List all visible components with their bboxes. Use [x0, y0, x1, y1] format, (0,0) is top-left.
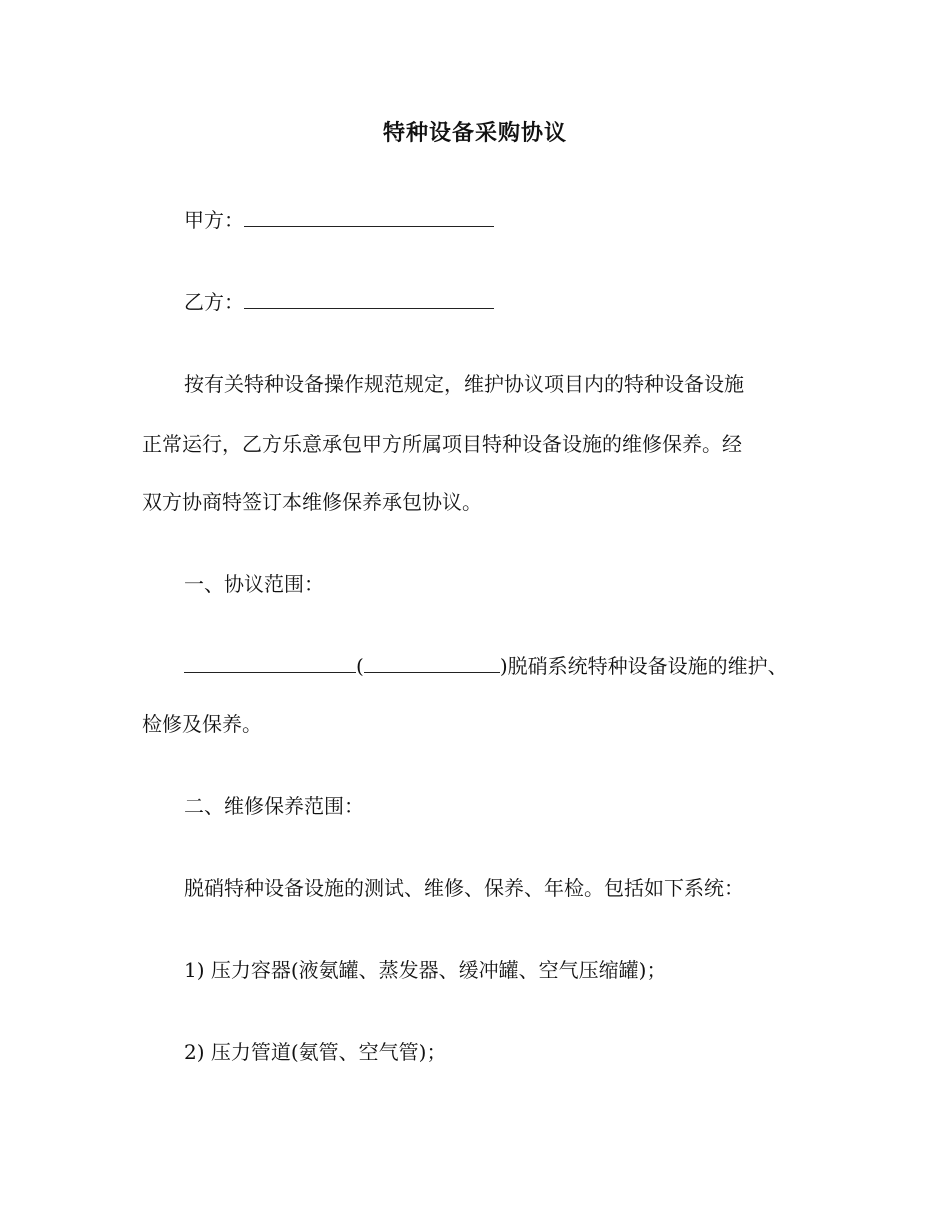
section-2-heading: 二、维修保养范围： — [184, 794, 364, 818]
scope-line-2: 检修及保养。 — [142, 712, 262, 736]
intro-line-2: 正常运行，乙方乐意承包甲方所属项目特种设备设施的维修保养。经 — [142, 432, 742, 456]
party-a-blank[interactable] — [244, 206, 494, 227]
project-name-blank[interactable] — [184, 652, 356, 673]
party-a-label: 甲方： — [184, 208, 244, 232]
party-b-blank[interactable] — [244, 288, 494, 309]
list-item-pressure-pipes: 2) 压力管道(氨管、空气管)； — [184, 1040, 447, 1064]
document-title: 特种设备采购协议 — [382, 120, 567, 146]
section-1-heading: 一、协议范围： — [184, 572, 324, 596]
party-a-line — [184, 206, 494, 234]
party-b-line — [184, 288, 494, 316]
maintenance-intro: 脱硝特种设备设施的测试、维修、保养、年检。包括如下系统： — [184, 876, 744, 900]
party-b-label: 乙方： — [184, 290, 244, 314]
scope-line-1-tail: )脱硝系统特种设备设施的维护、 — [499, 654, 788, 678]
scope-open-paren: ( — [356, 654, 364, 678]
intro-line-3: 双方协商特签订本维修保养承包协议。 — [142, 490, 482, 514]
project-detail-blank[interactable] — [364, 652, 500, 673]
intro-line-1: 按有关特种设备操作规范规定，维护协议项目内的特种设备设施 — [184, 372, 744, 396]
list-item-pressure-vessels: 1) 压力容器(液氨罐、蒸发器、缓冲罐、空气压缩罐)； — [184, 958, 667, 982]
scope-line-1 — [184, 652, 788, 680]
